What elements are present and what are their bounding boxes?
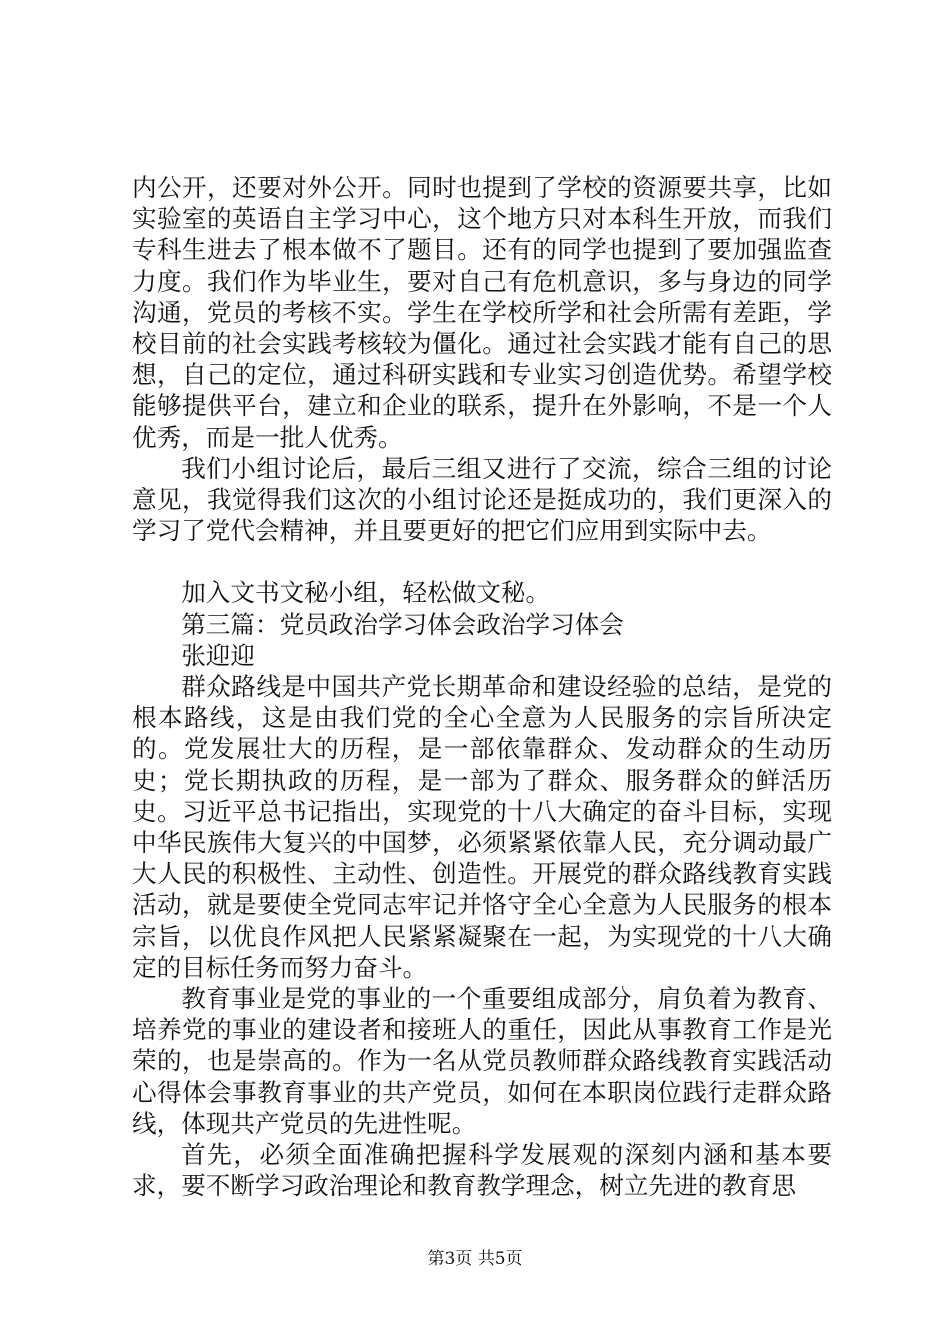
page-number: 第3页 共5页 <box>427 1249 523 1269</box>
paragraph-join-group: 加入文书文秘小组，轻松做文秘。 <box>181 578 551 608</box>
paragraph-discussion-summary: 我们小组讨论后，最后三组又进行了交流，综合三组的讨论意见，我觉得我们这次的小组讨论还是挺成功的，我们更深入的学习了党代会精神，并且要更好的把它们应用到实际中去。 <box>132 453 832 546</box>
paragraph-continued: 内公开，还要对外公开。同时也提到了学校的资源要共享，比如实验室的英语自主学习中心，这个地方只对本科生开放，而我们专科生进去了根本做不了题目。还有的同学也提到了要加强监查力度。我们作为毕业生，要对自己有危机意识，多与身边的同学沟通，党员的考核不实。学生在学校所学和社会所需有差距，学校目前的社会实践考核较为僵化。通过社会实践才能有自己的思想，自己的定位，通过科研实践和专业实习创造优势。希望学校能够提供平台，建立和企业的联系，提升在外影响，不是一个人优秀，而是一批人优秀。 <box>132 173 832 452</box>
paragraph-education: 教育事业是党的事业的一个重要组成部分，肩负着为教育、培养党的事业的建设者和接班人的重任，因此从事教育工作是光荣的，也是崇高的。作为一名从党员教师群众路线教育实践活动心得体会事教育事业的共产党员，如何在本职岗位践行走群众路线，体现共产党员的先进性呢。 <box>132 984 832 1138</box>
paragraph-first: 首先，必须全面准确把握科学发展观的深刻内涵和基本要求，要不断学习政治理论和教育教学理念，树立先进的教育思 <box>132 1140 832 1201</box>
paragraph-mass-line: 群众路线是中国共产党长期革命和建设经验的总结，是党的根本路线，这是由我们党的全心全意为人民服务的宗旨所决定的。党发展壮大的历程，是一部依靠群众、发动群众的生动历史；党长期执政的历程，是一部为了群众、服务群众的鲜活历史。习近平总书记指出，实现党的十八大确定的奋斗目标，实现中华民族伟大复兴的中国梦，必须紧紧依靠人民，充分调动最广大人民的积极性、主动性、创造性。开展党的群众路线教育实践活动，就是要使全党同志牢记并恪守全心全意为人民服务的根本宗旨，以优良作风把人民紧紧凝聚在一起，为实现党的十八大确定的目标任务而努力奋斗。 <box>132 672 832 982</box>
author-name: 张迎迎 <box>181 640 255 670</box>
section-heading: 第三篇：党员政治学习体会政治学习体会 <box>181 609 624 639</box>
document-body <box>132 172 832 1202</box>
